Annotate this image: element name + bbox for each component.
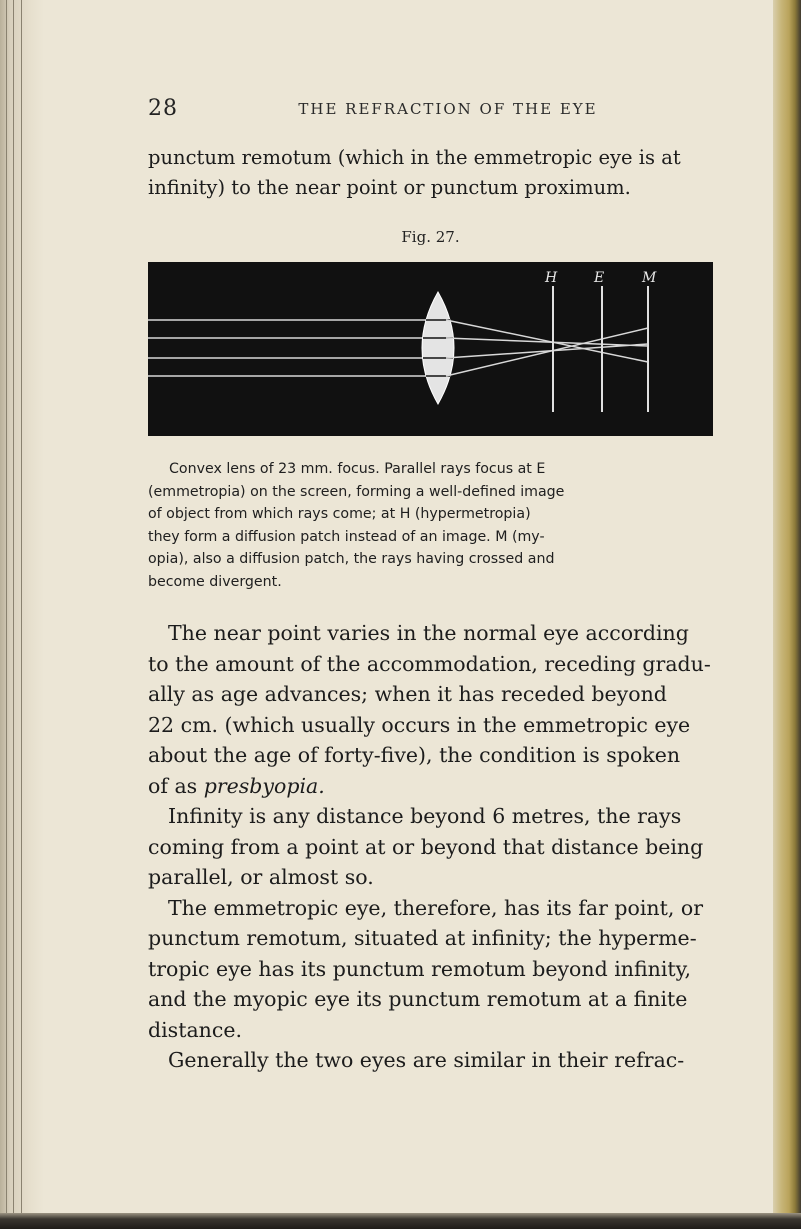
page-number: 28 [148,96,178,121]
lens-diagram [148,262,713,448]
text-line: tropic eye has its punctum remotum beyond infinity, [148,956,692,981]
binding-rule [13,0,14,1229]
text-line: punctum remotum, situated at infinity; the hyperme- [148,926,697,950]
text-line: 22 cm. (which usually occurs in the emmetropic eye [148,712,691,737]
text-line: and the myopic eye its punctum remotum at a finite [148,987,688,1011]
text-line: infinity) to the near point or punctum proximum. [148,176,631,199]
text-fragment: of as [148,773,204,798]
binding-rule [21,0,22,1229]
intro-paragraph [148,143,708,203]
text-line [148,771,708,802]
text-line: The near point varies in the normal eye according [168,621,689,645]
caption-line: (emmetropia) on the screen, forming a well-defined image [148,483,565,500]
caption-line: they form a diffusion patch instead of an image. M (my- [148,528,545,545]
term-presbyopia: presbyopia. [203,773,325,798]
caption-line: become divergent. [148,573,282,590]
text-line: about the age of forty-five), the condition is spoken [148,743,681,767]
caption-line: opia), also a diffusion patch, the rays having crossed and [148,551,555,567]
lens-diagram-svg [148,262,713,448]
text-line: coming from a point at or beyond that distance being [148,834,704,859]
page-edges [773,0,801,1229]
text-line: distance. [148,1017,242,1042]
main-text [148,618,711,1076]
page-bottom-shadow [0,1213,801,1229]
text-line: to the amount of the accommodation, receding gradu- [148,651,711,676]
letter-e: E [594,270,605,286]
figure-caption [148,458,713,593]
text-line: Infinity is any distance beyond 6 metres, the rays [168,804,682,828]
text-line: The emmetropic eye, therefore, has its far point, or [168,895,704,920]
page-header [148,96,708,126]
letter-h: H [545,270,558,286]
binding-shadow [0,0,44,1229]
figure-label: Fig. 27. [401,228,460,246]
text-line: ally as age advances; when it has receded beyond [148,682,667,706]
caption-line: Convex lens of 23 mm. focus. Parallel rays focus at E [169,461,546,477]
text-line: punctum remotum (which in the emmetropic eye is at [148,146,681,169]
text-line: Generally the two eyes are similar in their refrac- [168,1048,685,1072]
caption-line: of object from which rays come; at H (hypermetropia) [148,506,531,522]
binding-rule [6,0,7,1229]
letter-m: M [642,270,657,286]
text-line: parallel, or almost so. [148,865,374,889]
running-head: THE REFRACTION OF THE EYE [298,100,598,118]
